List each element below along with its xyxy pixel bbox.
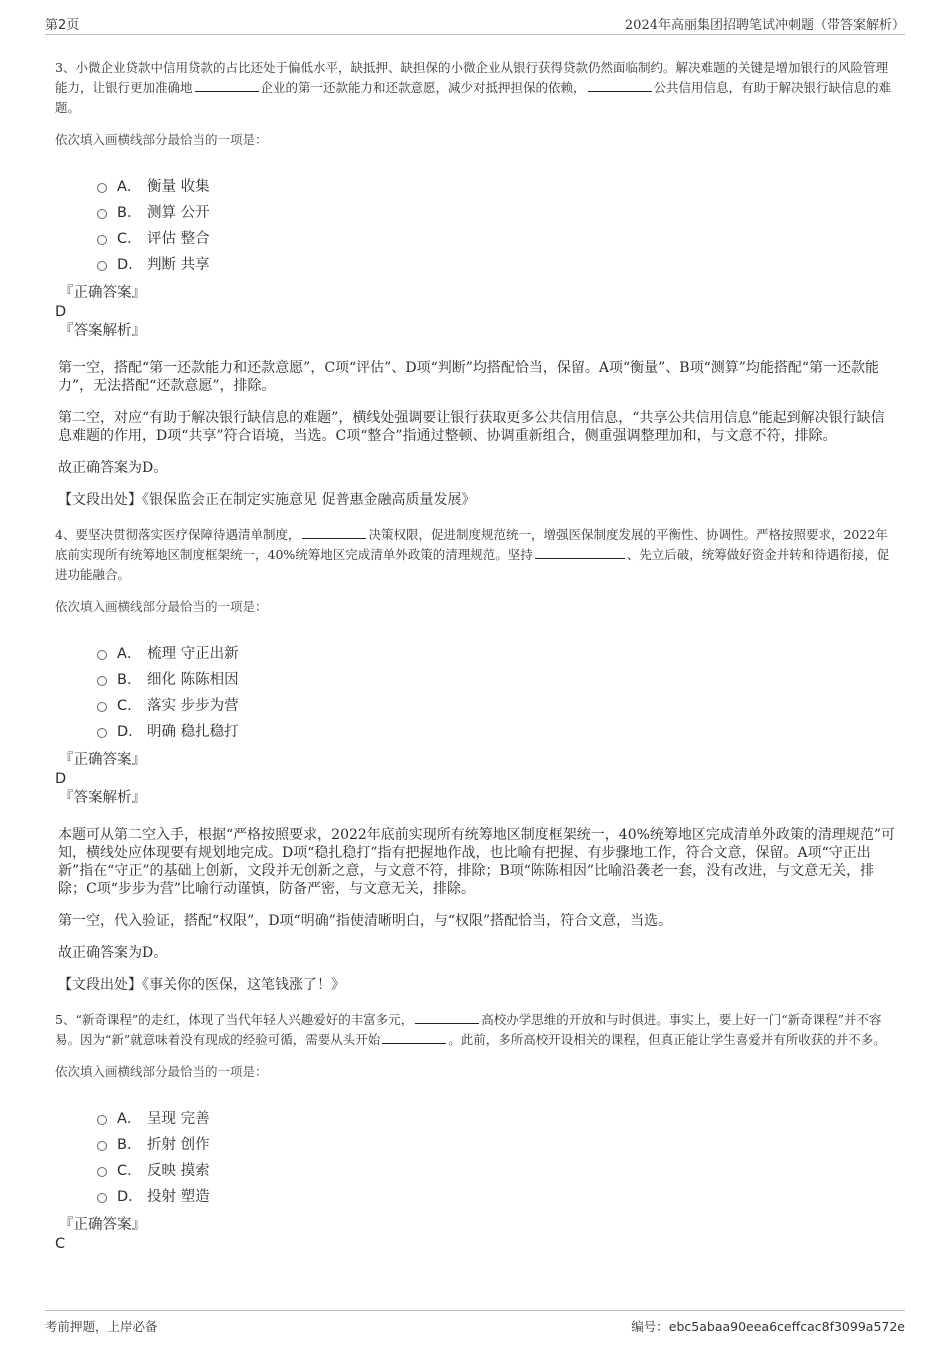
- analysis-paragraph: 故正确答案为D。: [58, 945, 168, 961]
- radio-icon[interactable]: [97, 702, 107, 712]
- analysis-paragraph: 第一空，搭配“第一还款能力和还款意愿”，C项“评估”、D项“判断”均搭配恰当，保留。A项“衡量”、B项“测算”均能搭配“第一还款能力”，无法搭配“还款意愿”，排除。: [58, 360, 880, 394]
- radio-icon[interactable]: [97, 1193, 107, 1203]
- option-d[interactable]: D． 明确 稳扎稳打: [97, 717, 897, 743]
- analysis-label: 『答案解析』: [59, 323, 146, 339]
- question-4: [55, 525, 897, 994]
- radio-icon[interactable]: [97, 650, 107, 660]
- radio-icon[interactable]: [97, 728, 107, 738]
- source-citation: 【文段出处】《事关你的医保，这笔钱涨了！》: [58, 977, 345, 993]
- option-a[interactable]: A． 呈现 完善: [97, 1104, 897, 1130]
- question-stem: 3、小微企业贷款中信用贷款的占比还处于偏低水平，缺抵押、缺担保的小微企业从银行获得贷款仍然面临制约。解决难题的关键是增加银行的风险管理能力，让银行更加准确地 企业的第一还款能力和还款意愿，减少对抵押担保的依赖， 公共信用信息，有助于解决银行缺信息的难题。: [55, 60, 892, 115]
- page-number: 第2页: [45, 18, 80, 33]
- question-stem: 4、要坚决贯彻落实医疗保障待遇清单制度， 决策权限，促进制度规范统一，增强医保制度发展的平衡性、协调性。严格按照要求，2022年底前实现所有统筹地区制度框架统一，40%统筹地区完成清单外政策的清理规范。坚持 、先立后破，统筹做好资金并转和待遇衔接，促进功能融合。: [55, 527, 890, 582]
- radio-icon[interactable]: [97, 235, 107, 245]
- radio-icon[interactable]: [97, 676, 107, 686]
- option-list: [97, 1104, 897, 1208]
- analysis-paragraph: 本题可从第二空入手，根据“严格按照要求，2022年底前实现所有统筹地区制度框架统一，40%统筹地区完成清单外政策的清理规范”可知，横线处应体现要有规划地完成。D项“稳扎稳打”指有把握地作战，也比喻有把握、有步骤地工作，符合文意，保留。A项“守正出新”指在“守正”的基础上创新，文段并无创新之意，与文意不符，排除；B项“陈陈相因”比喻沿袭老一套，没有改进，与文意无关，排除；C项“步步为营”比喻行动谨慎，防备严密，与文意无关，排除。: [58, 827, 896, 897]
- page-footer: [45, 1310, 905, 1337]
- option-c[interactable]: C． 反映 摸索: [97, 1156, 897, 1182]
- document-code: 编号：ebc5abaa90eea6ceffcac8f3099a572e: [631, 1319, 905, 1334]
- analysis-paragraph: 第一空，代入验证，搭配“权限”，D项“明确”指使清晰明白，与“权限”搭配恰当，符合文意，当选。: [58, 913, 673, 929]
- option-b[interactable]: B． 细化 陈陈相因: [97, 665, 897, 691]
- option-list: [97, 639, 897, 743]
- correct-answer: C: [55, 1236, 66, 1252]
- page-header: [45, 14, 905, 35]
- option-list: [97, 172, 897, 276]
- radio-icon[interactable]: [97, 1141, 107, 1151]
- option-a[interactable]: A． 梳理 守正出新: [97, 639, 897, 665]
- page-content: [55, 58, 897, 1254]
- analysis-label: 『答案解析』: [59, 790, 146, 806]
- correct-answer: D: [55, 304, 67, 320]
- blank-line: [302, 526, 366, 539]
- option-b[interactable]: B． 折射 创作: [97, 1130, 897, 1156]
- blank-line: [588, 79, 652, 92]
- correct-answer-label: 『正确答案』: [59, 285, 146, 301]
- question-3: [55, 58, 897, 509]
- correct-answer-label: 『正确答案』: [59, 1217, 146, 1233]
- source-citation: 【文段出处】《银保监会正在制定实施意见 促普惠金融高质量发展》: [58, 492, 476, 508]
- blank-line: [195, 79, 259, 92]
- option-d[interactable]: D． 判断 共享: [97, 250, 897, 276]
- question-stem: 5、“新奇课程”的走红，体现了当代年轻人兴趣爱好的丰富多元， 高校办学思维的开放和与时俱进。事实上，要上好一门“新奇课程”并不容易。因为“新”就意味着没有现成的经验可循，需要从头开始 。此前，多所高校开设相关的课程，但真正能让学生喜爱并有所收获的并不多。: [55, 1012, 886, 1047]
- option-a[interactable]: A． 衡量 收集: [97, 172, 897, 198]
- option-d[interactable]: D． 投射 塑造: [97, 1182, 897, 1208]
- radio-icon[interactable]: [97, 261, 107, 271]
- option-c[interactable]: C． 落实 步步为营: [97, 691, 897, 717]
- radio-icon[interactable]: [97, 1167, 107, 1177]
- correct-answer: D: [55, 771, 67, 787]
- question-instruction: 依次填入画横线部分最恰当的一项是：: [55, 1064, 268, 1079]
- correct-answer-label: 『正确答案』: [59, 752, 146, 768]
- radio-icon[interactable]: [97, 1115, 107, 1125]
- question-instruction: 依次填入画横线部分最恰当的一项是：: [55, 132, 268, 147]
- question-instruction: 依次填入画横线部分最恰当的一项是：: [55, 599, 268, 614]
- document-title: 2024年高丽集团招聘笔试冲刺题（带答案解析）: [624, 18, 905, 33]
- footer-slogan: 考前押题，上岸必备: [45, 1319, 158, 1334]
- analysis-paragraph: 故正确答案为D。: [58, 460, 168, 476]
- question-5: [55, 1010, 897, 1254]
- blank-line: [382, 1031, 446, 1044]
- option-b[interactable]: B． 测算 公开: [97, 198, 897, 224]
- blank-line: [535, 546, 625, 559]
- blank-line: [415, 1011, 479, 1024]
- radio-icon[interactable]: [97, 183, 107, 193]
- radio-icon[interactable]: [97, 209, 107, 219]
- option-c[interactable]: C． 评估 整合: [97, 224, 897, 250]
- analysis-paragraph: 第二空，对应“有助于解决银行缺信息的难题”，横线处强调要让银行获取更多公共信用信息，“共享公共信用信息”能起到解决银行缺信息难题的作用，D项“共享”符合语境，当选。C项“整合”指通过整顿、协调重新组合，侧重强调整理加和，与文意不符，排除。: [58, 410, 885, 444]
